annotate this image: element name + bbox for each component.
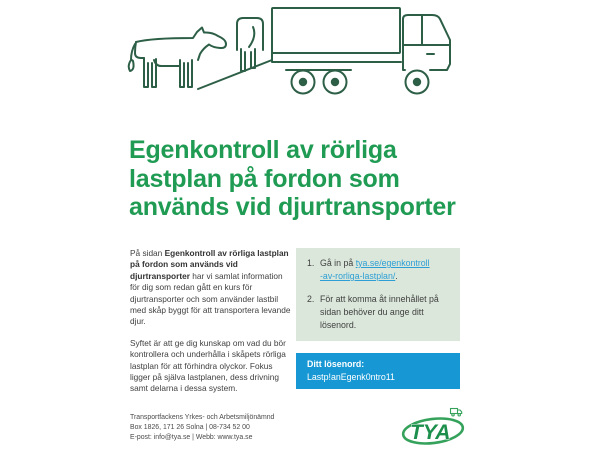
logo-truck-icon <box>451 409 462 417</box>
title-line-3: används vid djurtransporter <box>129 193 456 221</box>
truck-wheels <box>292 71 429 94</box>
cow-truck-illustration <box>120 3 465 103</box>
truck-cab <box>403 15 450 70</box>
page-title <box>129 136 501 222</box>
step-1-prefix: Gå in på <box>320 258 354 268</box>
truck-cargo-box <box>272 8 400 53</box>
footer-org-name: Transportfackens Yrkes- och Arbetsmiljönämnd <box>130 414 275 421</box>
footer-contact <box>130 413 274 443</box>
instructions-box <box>296 248 460 341</box>
footer-address-phone: Box 1826, 171 26 Solna | 08-734 52 00 <box>130 424 250 431</box>
step-1 <box>307 257 450 283</box>
tya-logo <box>399 404 469 448</box>
step-2 <box>307 293 450 332</box>
p1-rest: har vi samlat information för dig som redan gått en kurs för djurtransporter och som använder lastbil med skåp byggt för att transportera levande djur. <box>130 270 291 327</box>
intro-paragraph-2: Syftet är att ge dig kunskap om vad du bör kontrollera och underhålla i skåpets rörliga lastplan för att förhindra olyckor. Fokus ligger på själva lastplanen, dess drivning samt delarna i dessa system. <box>130 337 286 394</box>
password-value: Lastp!anEgenk0ntro11 <box>307 371 395 382</box>
p1-page-name-bold: Egenkontroll av rörliga lastplan på fordon som används vid djurtransporter <box>130 248 289 281</box>
intro-text-column <box>130 248 291 405</box>
truck-bed-rail <box>272 53 401 62</box>
link-line-1[interactable]: tya.se/egenkontroll <box>355 258 430 268</box>
cow-on-ramp <box>237 18 263 71</box>
step-1-period: . <box>395 271 398 281</box>
cow-standing <box>129 28 226 88</box>
logo-text: TYA <box>410 421 451 444</box>
link-line-2[interactable]: -av-rorliga-lastplan/ <box>320 271 396 281</box>
loading-ramp <box>198 60 272 89</box>
intro-paragraph-1 <box>130 248 291 328</box>
instructions-column <box>296 248 460 389</box>
footer-email-web: E-post: info@tya.se | Webb: www.tya.se <box>130 434 253 441</box>
step-1-number: 1. <box>307 258 315 268</box>
password-label: Ditt lösenord: <box>307 359 365 369</box>
p1-prefix: På sidan <box>130 248 163 258</box>
title-line-2: lastplan på fordon som <box>129 164 400 193</box>
title-line-1: Egenkontroll av rörliga <box>129 136 397 164</box>
step-1-text <box>320 257 450 283</box>
password-box <box>296 353 460 389</box>
step-2-number: 2. <box>307 294 315 304</box>
step-2-text: För att komma åt innehållet på sidan behöver du ange ditt lösenord. <box>320 294 439 330</box>
